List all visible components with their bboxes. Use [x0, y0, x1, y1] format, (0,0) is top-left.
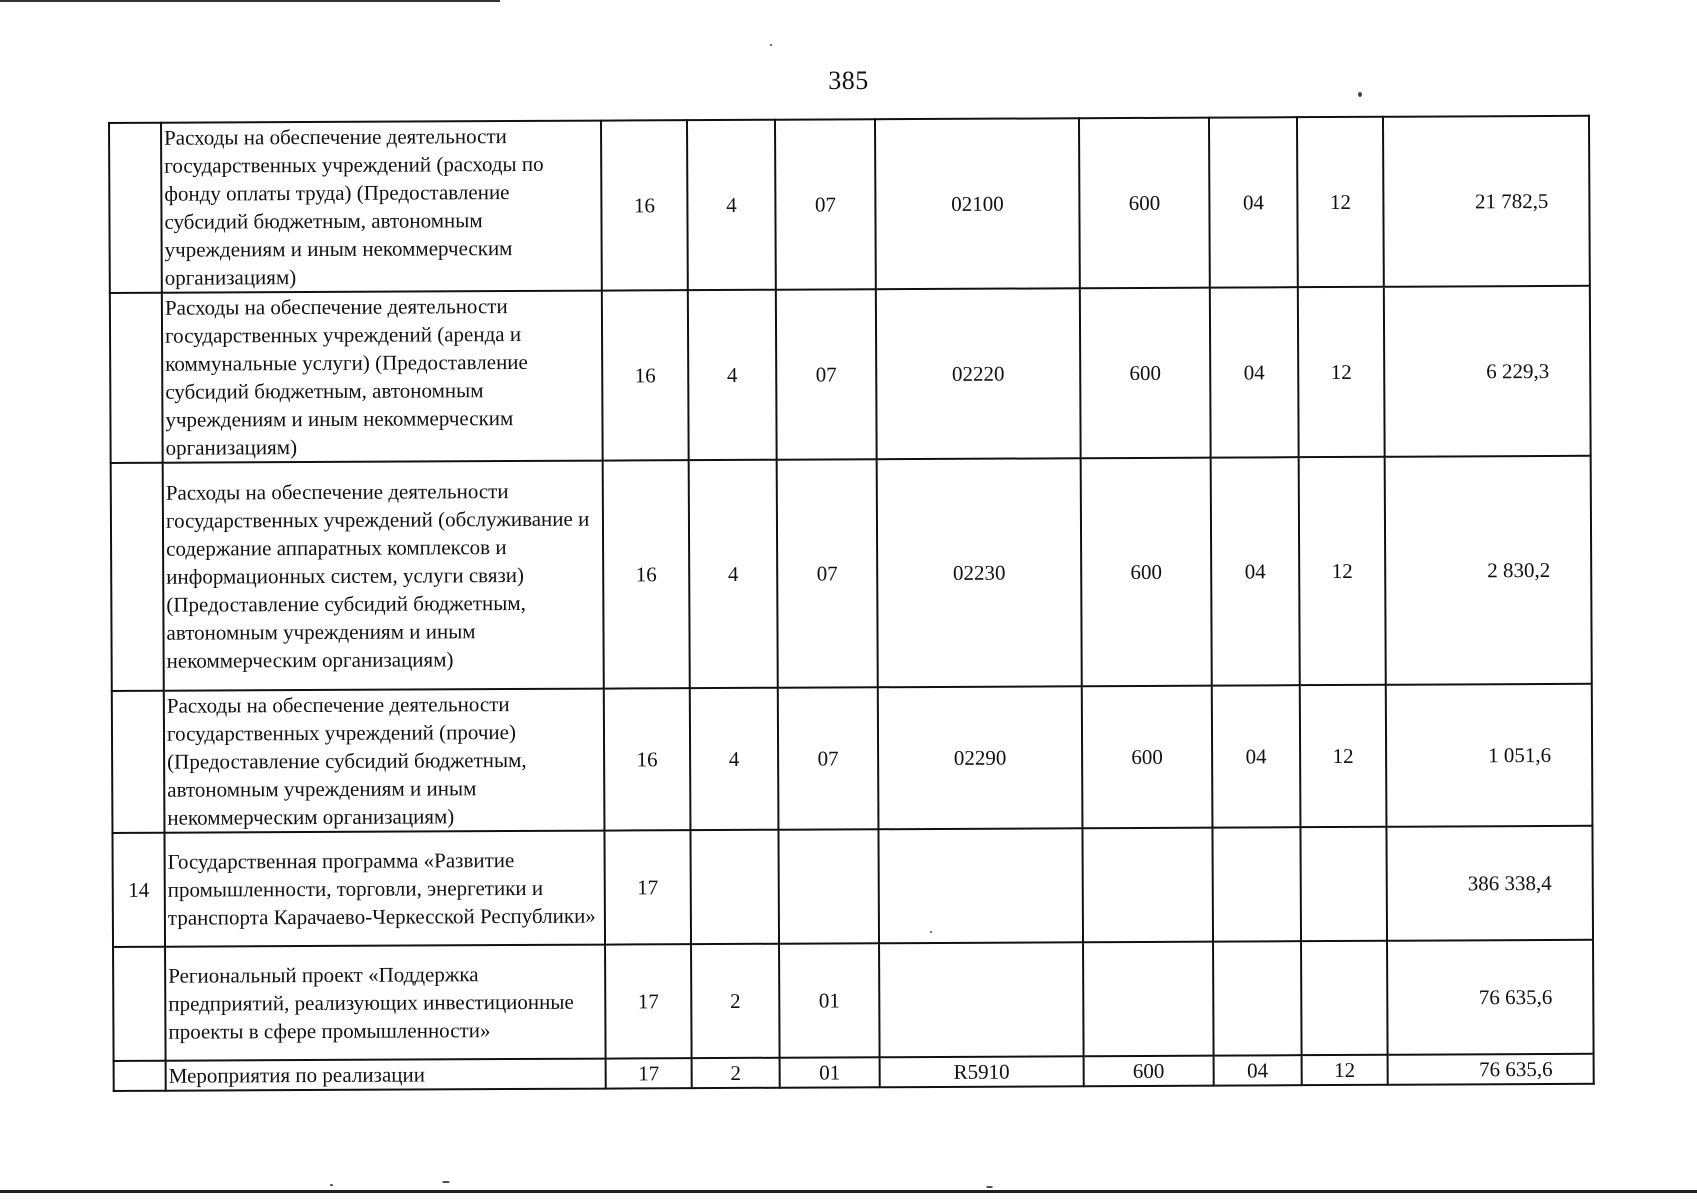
description-cell: Расходы на обеспечение деятельности государственных учреждений (прочие) (Предоставление субсидий бюджетным, автономным учреждениям и иным некоммерческим организациям)	[164, 689, 605, 833]
gp-code-cell: 16	[602, 290, 689, 460]
row-number-cell	[109, 123, 162, 293]
om-code-cell: 01	[780, 1057, 880, 1087]
vr-code-cell	[1083, 942, 1214, 1057]
om-code-cell	[778, 829, 879, 943]
ppg-code-cell: 2	[692, 1058, 780, 1088]
ppg-code-cell: 4	[688, 290, 777, 460]
scan-edge-top	[0, 0, 500, 2]
description-cell: Расходы на обеспечение деятельности государственных учреждений (обслуживание и содержание аппаратных комплексов и информационных систем, услуги связи) (Предоставление субсидий бюджетным, автономным учреждениям и иным некоммерческим организациям)	[163, 461, 604, 691]
direction-code-cell: 02100	[875, 118, 1080, 289]
prz-code-cell	[1300, 827, 1387, 941]
sum-cell: 2 830,2	[1385, 456, 1592, 685]
om-code-cell: 07	[776, 289, 877, 459]
gp-code-cell: 17	[606, 1058, 692, 1088]
vr-code-cell: 600	[1080, 288, 1211, 459]
gp-code-cell: 17	[605, 944, 692, 1058]
sum-cell: 76 635,6	[1388, 1054, 1594, 1085]
scan-speck	[770, 44, 772, 46]
vr-code-cell: 600	[1084, 1056, 1214, 1087]
table-row	[112, 684, 1593, 833]
gp-code-cell: 16	[604, 688, 691, 830]
prz-code-cell: 12	[1302, 1055, 1388, 1085]
description-cell: Расходы на обеспечение деятельности государственных учреждений (аренда и коммунальные услуги) (Предоставление субсидий бюджетным, автономным учреждениям и иным некоммерческим организациям)	[162, 291, 603, 463]
sum-cell: 6 229,3	[1384, 286, 1591, 457]
vr-code-cell: 600	[1081, 458, 1212, 687]
rz-code-cell: 04	[1210, 287, 1299, 457]
scan-speck	[330, 1184, 333, 1186]
page-number: 385	[828, 66, 869, 95]
table-row	[111, 456, 1592, 691]
om-code-cell: 01	[779, 943, 880, 1057]
prz-code-cell: 12	[1300, 685, 1387, 827]
prz-code-cell	[1301, 941, 1388, 1055]
table-row	[112, 826, 1593, 947]
sum-cell: 386 338,4	[1386, 826, 1593, 941]
table-row	[109, 116, 1590, 293]
rz-code-cell	[1213, 941, 1302, 1055]
rz-code-cell: 04	[1209, 117, 1298, 287]
prz-code-cell: 12	[1298, 287, 1385, 457]
ppg-code-cell	[690, 830, 779, 944]
sum-cell: 1 051,6	[1386, 684, 1593, 827]
budget-table	[108, 115, 1595, 1092]
row-number-cell	[110, 293, 163, 463]
scan-speck	[930, 931, 932, 933]
budget-table-container	[108, 115, 1593, 1092]
table-row	[113, 940, 1594, 1061]
scan-speck	[442, 1181, 450, 1183]
prz-code-cell: 12	[1297, 117, 1384, 287]
table-row	[110, 286, 1591, 463]
description-cell: Региональный проект «Поддержка предприятий, реализующих инвестиционные проекты в сфере промышленности»	[165, 945, 606, 1061]
description-cell: Мероприятия по реализации	[166, 1059, 606, 1091]
description-cell: Государственная программа «Развитие промышленности, торговли, энергетики и транспорта Карачаево-Черкесской Республики»	[164, 831, 605, 947]
rz-code-cell: 04	[1212, 685, 1301, 827]
ppg-code-cell: 4	[687, 120, 776, 290]
direction-code-cell	[878, 828, 1083, 943]
rz-code-cell: 04	[1211, 457, 1300, 685]
gp-code-cell: 16	[603, 460, 690, 688]
vr-code-cell	[1082, 828, 1213, 943]
row-number-cell	[111, 463, 164, 691]
vr-code-cell: 600	[1079, 118, 1210, 289]
scan-speck	[986, 1186, 993, 1188]
table-row	[114, 1054, 1594, 1091]
row-number-cell	[112, 691, 165, 833]
ppg-code-cell: 2	[691, 944, 780, 1058]
vr-code-cell: 600	[1082, 686, 1213, 829]
om-code-cell: 07	[777, 459, 878, 687]
gp-code-cell: 16	[601, 120, 688, 290]
direction-code-cell: 02290	[878, 686, 1083, 829]
rz-code-cell: 04	[1214, 1055, 1302, 1085]
row-number-cell: 14	[112, 833, 165, 947]
sum-cell: 21 782,5	[1383, 116, 1590, 287]
row-number-cell	[113, 947, 166, 1061]
om-code-cell: 07	[775, 119, 876, 289]
om-code-cell: 07	[778, 687, 879, 829]
ppg-code-cell: 4	[689, 460, 778, 688]
gp-code-cell: 17	[604, 830, 691, 944]
sum-cell: 76 635,6	[1387, 940, 1594, 1055]
direction-code-cell	[879, 942, 1084, 1057]
scan-speck	[1358, 92, 1362, 97]
row-number-cell	[114, 1061, 166, 1091]
scan-edge-bottom	[0, 1190, 1697, 1193]
rz-code-cell	[1212, 827, 1301, 941]
prz-code-cell: 12	[1299, 457, 1386, 685]
ppg-code-cell: 4	[690, 688, 779, 830]
direction-code-cell: R5910	[880, 1056, 1084, 1087]
direction-code-cell: 02230	[877, 458, 1082, 687]
description-cell: Расходы на обеспечение деятельности государственных учреждений (расходы по фонду оплаты труда) (Предоставление субсидий бюджетным, автономным учреждениям и иным некоммерческим организациям)	[161, 121, 602, 293]
direction-code-cell: 02220	[876, 288, 1081, 459]
